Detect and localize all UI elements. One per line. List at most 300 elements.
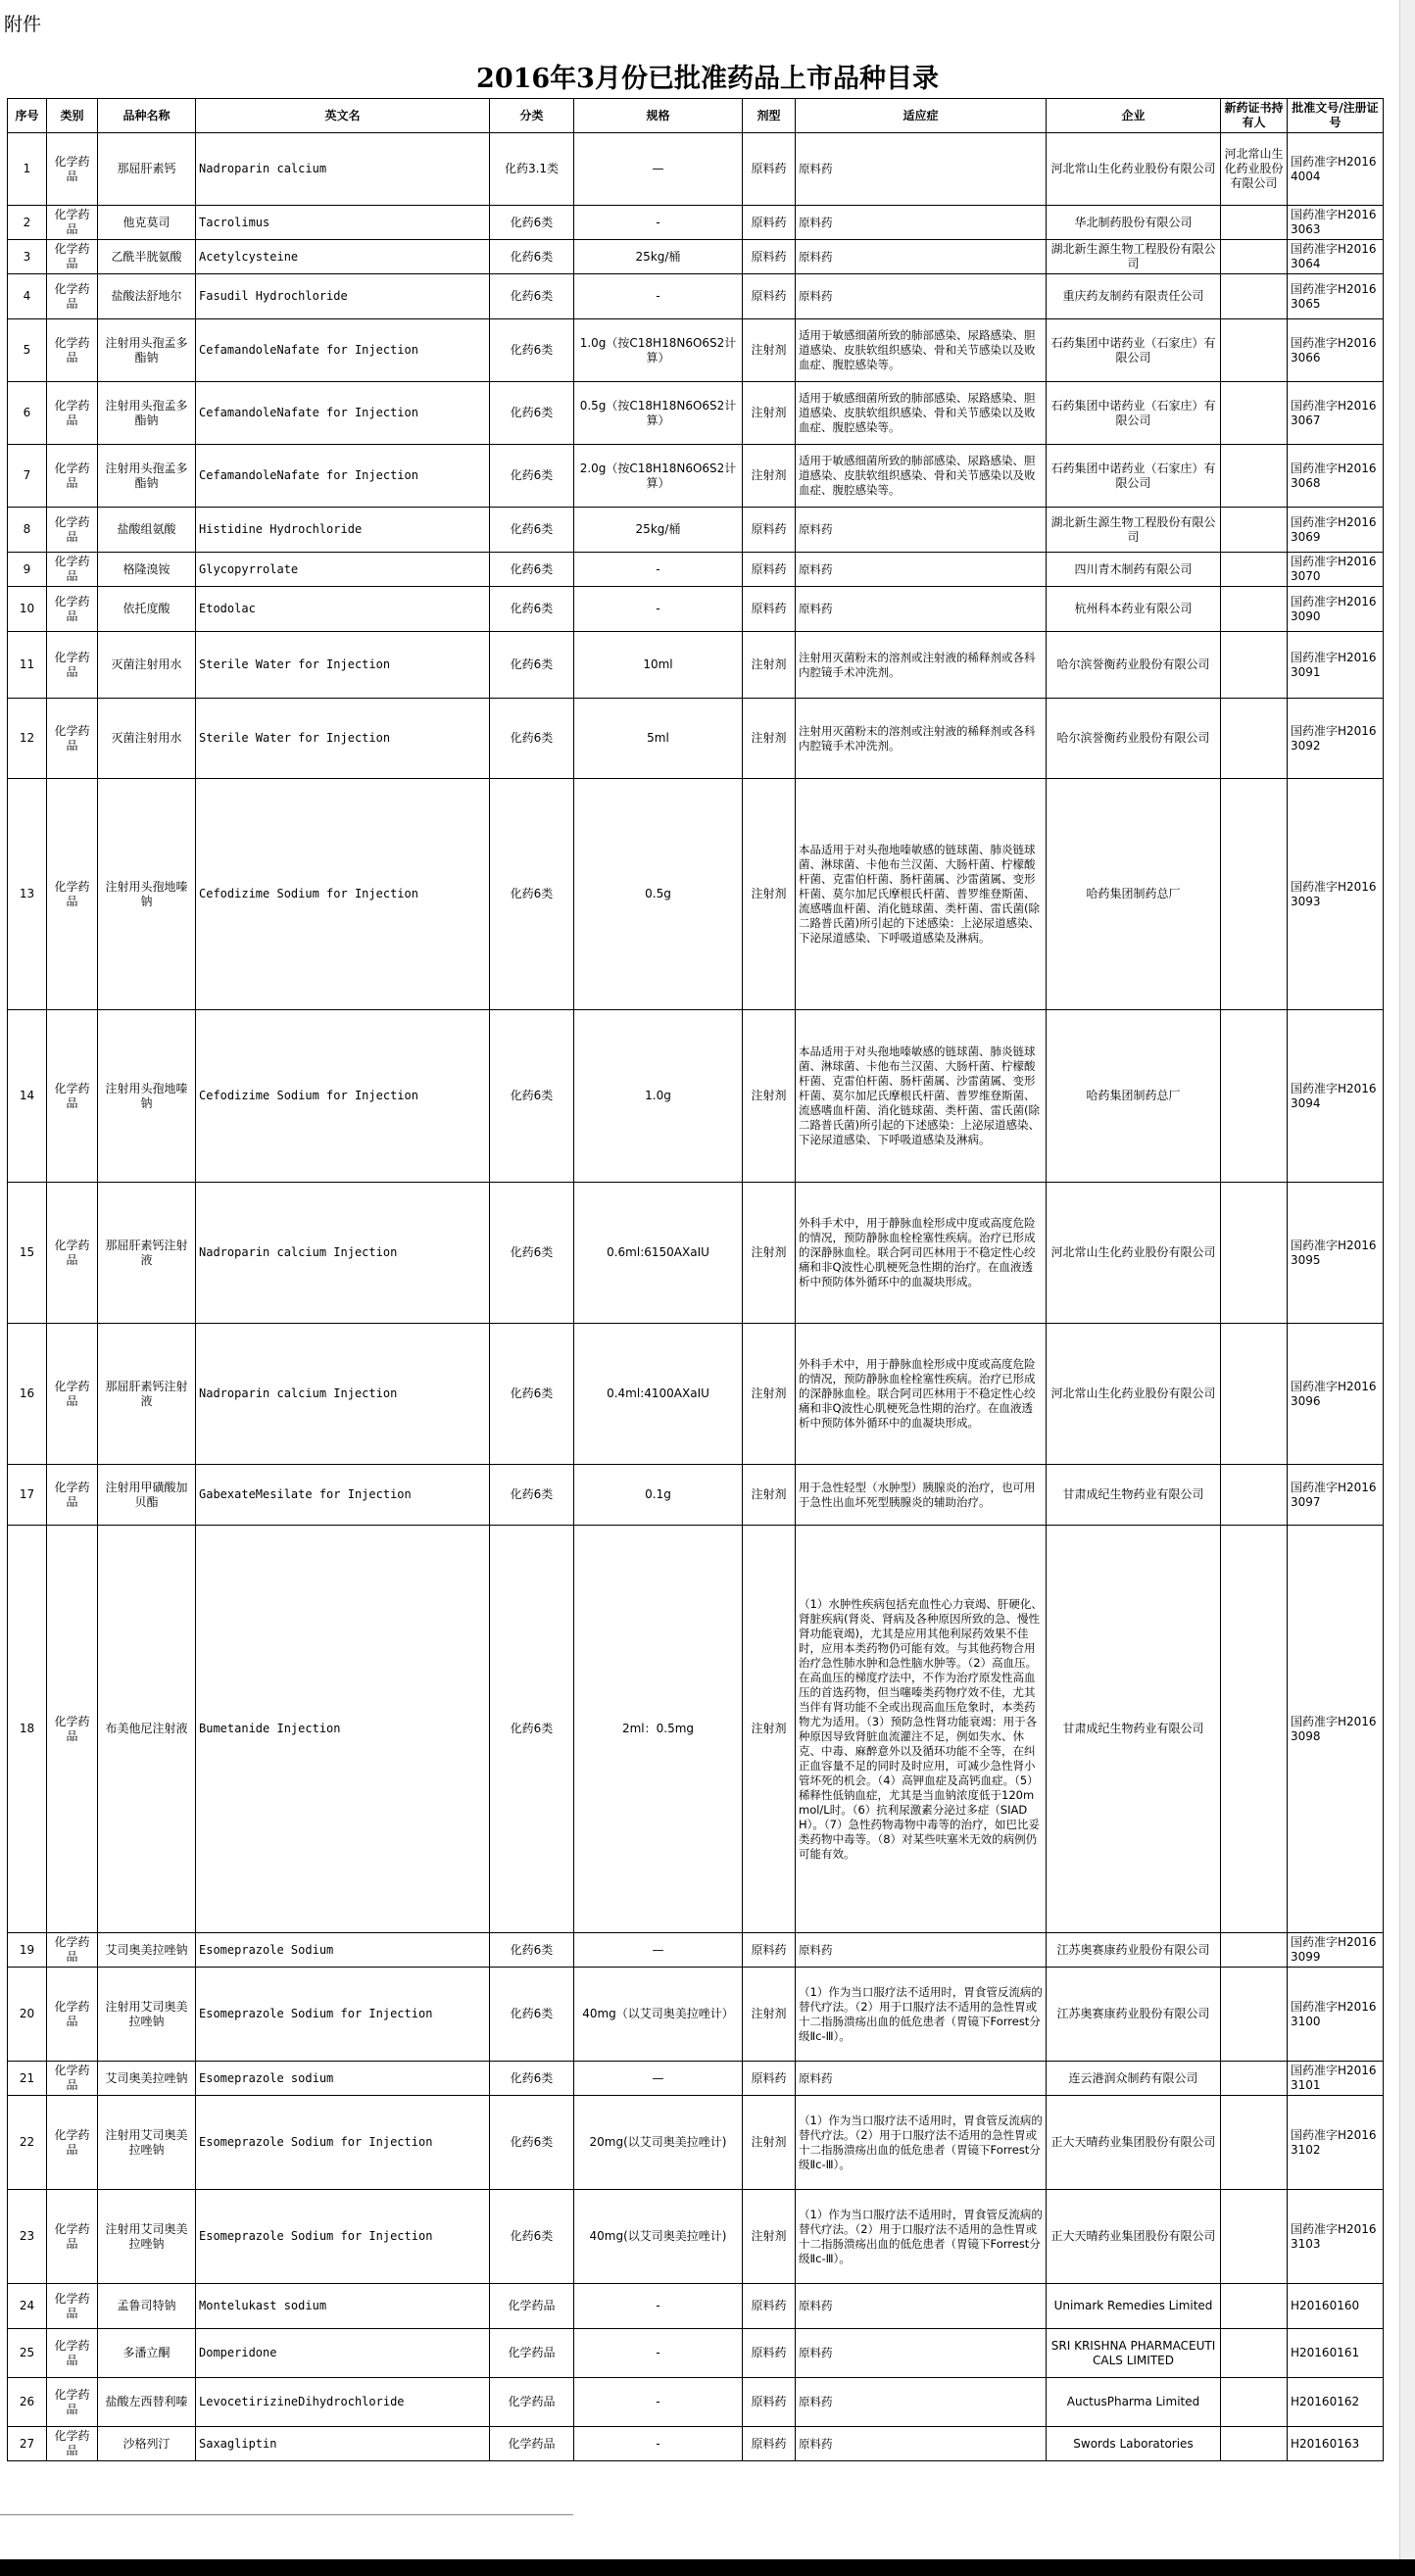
cell-approval-number: 国药准字H20163068	[1288, 445, 1384, 508]
cell-company: 河北常山生化药业股份有限公司	[1047, 133, 1221, 206]
cell-spec: 0.4ml:4100AXaIU	[574, 1324, 743, 1465]
cell-category: 化学药品	[47, 779, 98, 1010]
cell-class: 化药6类	[490, 382, 574, 445]
cell-certificate-holder	[1221, 699, 1288, 779]
cell-dosage-form: 注射剂	[743, 632, 796, 699]
cell-indication: 原料药	[796, 2284, 1047, 2329]
cell-spec: —	[574, 133, 743, 206]
cell-company: 哈药集团制药总厂	[1047, 1010, 1221, 1183]
cell-dosage-form: 注射剂	[743, 2096, 796, 2190]
cell-indication: 原料药	[796, 240, 1047, 274]
cell-spec: -	[574, 587, 743, 632]
table-row	[8, 1010, 1384, 1183]
table-row	[8, 2378, 1384, 2427]
col-header-certificate-holder: 新药证书持有人	[1221, 99, 1288, 133]
cell-spec: 10ml	[574, 632, 743, 699]
cell-category: 化学药品	[47, 206, 98, 240]
table-row	[8, 508, 1384, 553]
page-title: 2016年3月份已批准药品上市品种目录	[476, 64, 939, 94]
cell-name: 依托度酸	[98, 587, 196, 632]
cell-english-name: CefamandoleNafate for Injection	[196, 445, 490, 508]
cell-indication: 原料药	[796, 1933, 1047, 1968]
cell-company: 江苏奥赛康药业股份有限公司	[1047, 1968, 1221, 2062]
cell-name: 那屈肝素钙	[98, 133, 196, 206]
cell-approval-number: 国药准字H20163092	[1288, 699, 1384, 779]
cell-class: 化药6类	[490, 553, 574, 587]
cell-spec: 0.6ml:6150AXaIU	[574, 1183, 743, 1324]
cell-name: 布美他尼注射液	[98, 1526, 196, 1933]
cell-class: 化药6类	[490, 1968, 574, 2062]
cell-category: 化学药品	[47, 2378, 98, 2427]
cell-spec: -	[574, 2378, 743, 2427]
table-row	[8, 274, 1384, 319]
cell-indication: 本品适用于对头孢地嗪敏感的链球菌、肺炎链球菌、淋球菌、卡他布兰汉菌、大肠杆菌、柠檬酸杆菌、克雷伯杆菌、肠杆菌属、沙雷菌属、变形杆菌、莫尔加尼氏摩根氏杆菌、普罗维登斯菌、流感嗜血杆菌、消化链球菌、类杆菌、雷氏菌(除二路普氏菌)所引起的下述感染：上泌尿道感染、下泌尿道感染、下呼吸道感染及淋病。	[796, 1010, 1047, 1183]
cell-category: 化学药品	[47, 2427, 98, 2461]
cell-approval-number: H20160162	[1288, 2378, 1384, 2427]
cell-english-name: Acetylcysteine	[196, 240, 490, 274]
cell-indication: 用于急性轻型（水肿型）胰腺炎的治疗，也可用于急性出血坏死型胰腺炎的辅助治疗。	[796, 1465, 1047, 1526]
col-header-approval-number: 批准文号/注册证号	[1288, 99, 1384, 133]
cell-spec: 20mg(以艾司奥美拉唑计)	[574, 2096, 743, 2190]
cell-dosage-form: 注射剂	[743, 699, 796, 779]
cell-dosage-form: 原料药	[743, 508, 796, 553]
cell-dosage-form: 原料药	[743, 2284, 796, 2329]
attachment-label: 附件	[4, 14, 42, 35]
cell-class: 化药6类	[490, 1324, 574, 1465]
cell-company: 杭州科本药业有限公司	[1047, 587, 1221, 632]
cell-english-name: Histidine Hydrochloride	[196, 508, 490, 553]
cell-english-name: Tacrolimus	[196, 206, 490, 240]
cell-indication: 适用于敏感细菌所致的肺部感染、尿路感染、胆道感染、皮肤软组织感染、骨和关节感染以及败血症、腹腔感染等。	[796, 382, 1047, 445]
cell-approval-number: 国药准字H20163094	[1288, 1010, 1384, 1183]
cell-certificate-holder	[1221, 1526, 1288, 1933]
table-row	[8, 319, 1384, 382]
cell-spec: -	[574, 274, 743, 319]
cell-company: 华北制药股份有限公司	[1047, 206, 1221, 240]
cell-no: 9	[8, 553, 47, 587]
table-row	[8, 1933, 1384, 1968]
cell-category: 化学药品	[47, 1526, 98, 1933]
cell-dosage-form: 原料药	[743, 553, 796, 587]
cell-english-name: Cefodizime Sodium for Injection	[196, 1010, 490, 1183]
cell-dosage-form: 注射剂	[743, 1526, 796, 1933]
cell-approval-number: 国药准字H20163066	[1288, 319, 1384, 382]
table-row	[8, 2096, 1384, 2190]
cell-company: 湖北新生源生物工程股份有限公司	[1047, 240, 1221, 274]
cell-certificate-holder	[1221, 445, 1288, 508]
cell-indication: 原料药	[796, 206, 1047, 240]
cell-certificate-holder	[1221, 1010, 1288, 1183]
cell-no: 8	[8, 508, 47, 553]
vertical-scrollbar[interactable]	[1399, 0, 1415, 2559]
cell-approval-number: H20160161	[1288, 2329, 1384, 2378]
table-row	[8, 1526, 1384, 1933]
cell-category: 化学药品	[47, 587, 98, 632]
cell-approval-number: 国药准字H20163069	[1288, 508, 1384, 553]
table-row	[8, 445, 1384, 508]
cell-certificate-holder	[1221, 2427, 1288, 2461]
table-row	[8, 632, 1384, 699]
cell-company: 石药集团中诺药业（石家庄）有限公司	[1047, 382, 1221, 445]
cell-company: Unimark Remedies Limited	[1047, 2284, 1221, 2329]
col-header-name: 品种名称	[98, 99, 196, 133]
cell-class: 化药6类	[490, 2096, 574, 2190]
cell-dosage-form: 注射剂	[743, 1010, 796, 1183]
cell-dosage-form: 原料药	[743, 274, 796, 319]
table-row	[8, 2284, 1384, 2329]
cell-english-name: Esomeprazole Sodium	[196, 1933, 490, 1968]
table-row	[8, 1465, 1384, 1526]
cell-english-name: Sterile Water for Injection	[196, 632, 490, 699]
cell-no: 20	[8, 1968, 47, 2062]
cell-certificate-holder	[1221, 1933, 1288, 1968]
cell-certificate-holder	[1221, 508, 1288, 553]
cell-name: 那屈肝素钙注射液	[98, 1183, 196, 1324]
cell-spec: -	[574, 2427, 743, 2461]
cell-english-name: Nadroparin calcium Injection	[196, 1324, 490, 1465]
cell-company: 正大天晴药业集团股份有限公司	[1047, 2190, 1221, 2284]
table-row	[8, 382, 1384, 445]
cell-indication: 原料药	[796, 587, 1047, 632]
cell-english-name: Sterile Water for Injection	[196, 699, 490, 779]
cell-dosage-form: 原料药	[743, 1933, 796, 1968]
cell-spec: 0.5g	[574, 779, 743, 1010]
cell-approval-number: 国药准字H20163103	[1288, 2190, 1384, 2284]
cell-indication: 外科手术中，用于静脉血栓形成中度或高度危险的情况，预防静脉血栓栓塞性疾病。治疗已形成的深静脉血栓。联合阿司匹林用于不稳定性心绞痛和非Q波性心肌梗死急性期的治疗。在血液透析中预防体外循环中的血凝块形成。	[796, 1324, 1047, 1465]
cell-no: 4	[8, 274, 47, 319]
cell-name: 注射用艾司奥美拉唑钠	[98, 2096, 196, 2190]
cell-indication: （1）作为当口服疗法不适用时，胃食管反流病的替代疗法。（2）用于口服疗法不适用的急性胃或十二指肠溃疡出血的低危患者（胃镜下Forrest分级Ⅱc-Ⅲ）。	[796, 1968, 1047, 2062]
cell-name: 注射用艾司奥美拉唑钠	[98, 1968, 196, 2062]
cell-company: 连云港润众制药有限公司	[1047, 2062, 1221, 2096]
cell-dosage-form: 原料药	[743, 240, 796, 274]
cell-category: 化学药品	[47, 2190, 98, 2284]
cell-no: 11	[8, 632, 47, 699]
cell-class: 化药6类	[490, 1933, 574, 1968]
cell-spec: 40mg(以艾司奥美拉唑计)	[574, 2190, 743, 2284]
cell-class: 化药6类	[490, 240, 574, 274]
cell-dosage-form: 注射剂	[743, 445, 796, 508]
cell-approval-number: H20160163	[1288, 2427, 1384, 2461]
cell-class: 化药6类	[490, 2062, 574, 2096]
cell-class: 化药6类	[490, 508, 574, 553]
cell-dosage-form: 原料药	[743, 2329, 796, 2378]
cell-no: 7	[8, 445, 47, 508]
cell-company: 河北常山生化药业股份有限公司	[1047, 1324, 1221, 1465]
cell-company: 正大天晴药业集团股份有限公司	[1047, 2096, 1221, 2190]
cell-name: 那屈肝素钙注射液	[98, 1324, 196, 1465]
cell-name: 盐酸法舒地尔	[98, 274, 196, 319]
cell-category: 化学药品	[47, 1968, 98, 2062]
cell-dosage-form: 注射剂	[743, 1183, 796, 1324]
cell-dosage-form: 注射剂	[743, 1324, 796, 1465]
cell-no: 14	[8, 1010, 47, 1183]
cell-dosage-form: 注射剂	[743, 1465, 796, 1526]
cell-approval-number: 国药准字H20163101	[1288, 2062, 1384, 2096]
cell-dosage-form: 注射剂	[743, 2190, 796, 2284]
cell-name: 他克莫司	[98, 206, 196, 240]
cell-english-name: CefamandoleNafate for Injection	[196, 382, 490, 445]
cell-category: 化学药品	[47, 1324, 98, 1465]
cell-spec: 2ml：0.5mg	[574, 1526, 743, 1933]
cell-name: 多潘立酮	[98, 2329, 196, 2378]
cell-english-name: Esomeprazole sodium	[196, 2062, 490, 2096]
table-row	[8, 553, 1384, 587]
table-row	[8, 1183, 1384, 1324]
cell-approval-number: 国药准字H20163102	[1288, 2096, 1384, 2190]
cell-spec: 0.1g	[574, 1465, 743, 1526]
cell-certificate-holder	[1221, 2284, 1288, 2329]
cell-company: Swords Laboratories	[1047, 2427, 1221, 2461]
cell-no: 19	[8, 1933, 47, 1968]
cell-certificate-holder	[1221, 382, 1288, 445]
cell-class: 化药6类	[490, 445, 574, 508]
table-row	[8, 133, 1384, 206]
cell-english-name: Cefodizime Sodium for Injection	[196, 779, 490, 1010]
cell-certificate-holder	[1221, 206, 1288, 240]
cell-class: 化药6类	[490, 632, 574, 699]
cell-indication: 原料药	[796, 508, 1047, 553]
cell-spec: 5ml	[574, 699, 743, 779]
cell-company: 湖北新生源生物工程股份有限公司	[1047, 508, 1221, 553]
cell-approval-number: 国药准字H20163100	[1288, 1968, 1384, 2062]
cell-spec: 40mg（以艾司奥美拉唑计）	[574, 1968, 743, 2062]
cell-class: 化药6类	[490, 1183, 574, 1324]
cell-certificate-holder	[1221, 1183, 1288, 1324]
cell-english-name: Glycopyrrolate	[196, 553, 490, 587]
cell-indication: 注射用灭菌粉末的溶剂或注射液的稀释剂或各科内腔镜手术冲洗剂。	[796, 699, 1047, 779]
cell-class: 化药6类	[490, 587, 574, 632]
cell-no: 3	[8, 240, 47, 274]
cell-class: 化药3.1类	[490, 133, 574, 206]
cell-no: 24	[8, 2284, 47, 2329]
cell-indication: 原料药	[796, 2062, 1047, 2096]
cell-no: 2	[8, 206, 47, 240]
cell-no: 5	[8, 319, 47, 382]
cell-approval-number: 国药准字H20163099	[1288, 1933, 1384, 1968]
cell-spec: -	[574, 2329, 743, 2378]
cell-spec: —	[574, 1933, 743, 1968]
cell-certificate-holder	[1221, 2378, 1288, 2427]
cell-category: 化学药品	[47, 2096, 98, 2190]
cell-indication: 原料药	[796, 2329, 1047, 2378]
cell-category: 化学药品	[47, 553, 98, 587]
bottom-divider	[0, 2514, 573, 2515]
cell-name: 注射用甲磺酸加贝酯	[98, 1465, 196, 1526]
cell-no: 6	[8, 382, 47, 445]
cell-english-name: Etodolac	[196, 587, 490, 632]
cell-name: 灭菌注射用水	[98, 632, 196, 699]
cell-approval-number: 国药准字H20163097	[1288, 1465, 1384, 1526]
cell-approval-number: H20160160	[1288, 2284, 1384, 2329]
cell-no: 22	[8, 2096, 47, 2190]
cell-indication: 适用于敏感细菌所致的肺部感染、尿路感染、胆道感染、皮肤软组织感染、骨和关节感染以及败血症、腹腔感染等。	[796, 445, 1047, 508]
cell-company: 甘肃成纪生物药业有限公司	[1047, 1526, 1221, 1933]
table-row	[8, 1324, 1384, 1465]
cell-indication: 原料药	[796, 274, 1047, 319]
cell-class: 化药6类	[490, 206, 574, 240]
cell-class: 化药6类	[490, 1465, 574, 1526]
col-header-company: 企业	[1047, 99, 1221, 133]
cell-category: 化学药品	[47, 2062, 98, 2096]
cell-name: 沙格列汀	[98, 2427, 196, 2461]
cell-indication: （1）作为当口服疗法不适用时，胃食管反流病的替代疗法。（2）用于口服疗法不适用的急性胃或十二指肠溃疡出血的低危患者（胃镜下Forrest分级Ⅱc-Ⅲ）。	[796, 2096, 1047, 2190]
table-row	[8, 2062, 1384, 2096]
cell-no: 10	[8, 587, 47, 632]
cell-name: 艾司奥美拉唑钠	[98, 1933, 196, 1968]
cell-name: 注射用头孢孟多酯钠	[98, 382, 196, 445]
cell-certificate-holder	[1221, 240, 1288, 274]
cell-no: 26	[8, 2378, 47, 2427]
col-header-class: 分类	[490, 99, 574, 133]
cell-category: 化学药品	[47, 1465, 98, 1526]
cell-no: 27	[8, 2427, 47, 2461]
cell-class: 化学药品	[490, 2427, 574, 2461]
cell-category: 化学药品	[47, 2284, 98, 2329]
cell-no: 15	[8, 1183, 47, 1324]
cell-category: 化学药品	[47, 2329, 98, 2378]
drug-list-table	[7, 98, 1384, 2461]
cell-no: 21	[8, 2062, 47, 2096]
table-row	[8, 2427, 1384, 2461]
cell-name: 盐酸组氨酸	[98, 508, 196, 553]
cell-company: 石药集团中诺药业（石家庄）有限公司	[1047, 319, 1221, 382]
cell-certificate-holder	[1221, 2190, 1288, 2284]
cell-dosage-form: 原料药	[743, 2378, 796, 2427]
cell-spec: 2.0g（按C18H18N6O6S2计算）	[574, 445, 743, 508]
cell-company: 甘肃成纪生物药业有限公司	[1047, 1465, 1221, 1526]
cell-class: 化学药品	[490, 2378, 574, 2427]
cell-spec: 25kg/桶	[574, 240, 743, 274]
cell-category: 化学药品	[47, 274, 98, 319]
cell-no: 12	[8, 699, 47, 779]
cell-category: 化学药品	[47, 699, 98, 779]
cell-dosage-form: 原料药	[743, 206, 796, 240]
cell-category: 化学药品	[47, 508, 98, 553]
cell-spec: -	[574, 553, 743, 587]
col-header-no: 序号	[8, 99, 47, 133]
cell-class: 化学药品	[490, 2284, 574, 2329]
table-row	[8, 2329, 1384, 2378]
cell-approval-number: 国药准字H20163093	[1288, 779, 1384, 1010]
cell-name: 艾司奥美拉唑钠	[98, 2062, 196, 2096]
cell-approval-number: 国药准字H20163065	[1288, 274, 1384, 319]
cell-english-name: Nadroparin calcium Injection	[196, 1183, 490, 1324]
cell-class: 化药6类	[490, 699, 574, 779]
cell-indication: 原料药	[796, 553, 1047, 587]
cell-company: 石药集团中诺药业（石家庄）有限公司	[1047, 445, 1221, 508]
cell-name: 格隆溴铵	[98, 553, 196, 587]
cell-dosage-form: 注射剂	[743, 319, 796, 382]
cell-certificate-holder	[1221, 1324, 1288, 1465]
cell-class: 化药6类	[490, 779, 574, 1010]
cell-certificate-holder	[1221, 274, 1288, 319]
cell-name: 注射用头孢孟多酯钠	[98, 445, 196, 508]
cell-name: 注射用头孢地嗪钠	[98, 1010, 196, 1183]
cell-english-name: Domperidone	[196, 2329, 490, 2378]
cell-name: 注射用头孢地嗪钠	[98, 779, 196, 1010]
cell-category: 化学药品	[47, 382, 98, 445]
cell-spec: -	[574, 2284, 743, 2329]
cell-certificate-holder	[1221, 779, 1288, 1010]
cell-spec: —	[574, 2062, 743, 2096]
cell-no: 23	[8, 2190, 47, 2284]
cell-approval-number: 国药准字H20163063	[1288, 206, 1384, 240]
cell-dosage-form: 原料药	[743, 587, 796, 632]
cell-certificate-holder	[1221, 587, 1288, 632]
col-header-category: 类别	[47, 99, 98, 133]
cell-name: 孟鲁司特钠	[98, 2284, 196, 2329]
cell-dosage-form: 注射剂	[743, 382, 796, 445]
cell-class: 化药6类	[490, 319, 574, 382]
cell-spec: 1.0g（按C18H18N6O6S2计算）	[574, 319, 743, 382]
cell-name: 灭菌注射用水	[98, 699, 196, 779]
cell-indication: （1）作为当口服疗法不适用时，胃食管反流病的替代疗法。（2）用于口服疗法不适用的急性胃或十二指肠溃疡出血的低危患者（胃镜下Forrest分级Ⅱc-Ⅲ）。	[796, 2190, 1047, 2284]
cell-english-name: LevocetirizineDihydrochloride	[196, 2378, 490, 2427]
table-row	[8, 2190, 1384, 2284]
cell-category: 化学药品	[47, 1010, 98, 1183]
cell-english-name: Esomeprazole Sodium for Injection	[196, 2096, 490, 2190]
cell-spec: 1.0g	[574, 1010, 743, 1183]
cell-company: 哈尔滨誉衡药业股份有限公司	[1047, 632, 1221, 699]
cell-spec: -	[574, 206, 743, 240]
col-header-english-name: 英文名	[196, 99, 490, 133]
cell-english-name: GabexateMesilate for Injection	[196, 1465, 490, 1526]
cell-indication: 原料药	[796, 2427, 1047, 2461]
cell-name: 注射用头孢孟多酯钠	[98, 319, 196, 382]
cell-certificate-holder	[1221, 2096, 1288, 2190]
table-row	[8, 587, 1384, 632]
table-row	[8, 240, 1384, 274]
cell-indication: 原料药	[796, 133, 1047, 206]
cell-company: 河北常山生化药业股份有限公司	[1047, 1183, 1221, 1324]
cell-category: 化学药品	[47, 1933, 98, 1968]
cell-no: 25	[8, 2329, 47, 2378]
cell-certificate-holder: 河北常山生化药业股份有限公司	[1221, 133, 1288, 206]
cell-approval-number: 国药准字H20163095	[1288, 1183, 1384, 1324]
cell-spec: 0.5g（按C18H18N6O6S2计算）	[574, 382, 743, 445]
cell-no: 1	[8, 133, 47, 206]
cell-approval-number: 国药准字H20163096	[1288, 1324, 1384, 1465]
cell-category: 化学药品	[47, 240, 98, 274]
cell-approval-number: 国药准字H20163064	[1288, 240, 1384, 274]
cell-spec: 25kg/桶	[574, 508, 743, 553]
cell-english-name: CefamandoleNafate for Injection	[196, 319, 490, 382]
cell-company: 哈尔滨誉衡药业股份有限公司	[1047, 699, 1221, 779]
col-header-indication: 适应症	[796, 99, 1047, 133]
cell-indication: 本品适用于对头孢地嗪敏感的链球菌、肺炎链球菌、淋球菌、卡他布兰汉菌、大肠杆菌、柠檬酸杆菌、克雷伯杆菌、肠杆菌属、沙雷菌属、变形杆菌、莫尔加尼氏摩根氏杆菌、普罗维登斯菌、流感嗜血杆菌、消化链球菌、类杆菌、雷氏菌(除二路普氏菌)所引起的下述感染：上泌尿道感染、下泌尿道感染、下呼吸道感染及淋病。	[796, 779, 1047, 1010]
cell-category: 化学药品	[47, 1183, 98, 1324]
cell-name: 盐酸左西替利嗪	[98, 2378, 196, 2427]
cell-approval-number: 国药准字H20163070	[1288, 553, 1384, 587]
cell-category: 化学药品	[47, 632, 98, 699]
horizontal-scrollbar[interactable]	[0, 2559, 1415, 2576]
cell-dosage-form: 原料药	[743, 2062, 796, 2096]
cell-dosage-form: 原料药	[743, 2427, 796, 2461]
col-header-dosage-form: 剂型	[743, 99, 796, 133]
cell-company: 重庆药友制药有限责任公司	[1047, 274, 1221, 319]
cell-approval-number: 国药准字H20163091	[1288, 632, 1384, 699]
cell-dosage-form: 注射剂	[743, 779, 796, 1010]
cell-company: 四川青木制药有限公司	[1047, 553, 1221, 587]
cell-english-name: Nadroparin calcium	[196, 133, 490, 206]
table-row	[8, 779, 1384, 1010]
table-header-row	[8, 99, 1384, 133]
cell-certificate-holder	[1221, 1968, 1288, 2062]
cell-approval-number: 国药准字H20163098	[1288, 1526, 1384, 1933]
cell-name: 注射用艾司奥美拉唑钠	[98, 2190, 196, 2284]
cell-class: 化学药品	[490, 2329, 574, 2378]
